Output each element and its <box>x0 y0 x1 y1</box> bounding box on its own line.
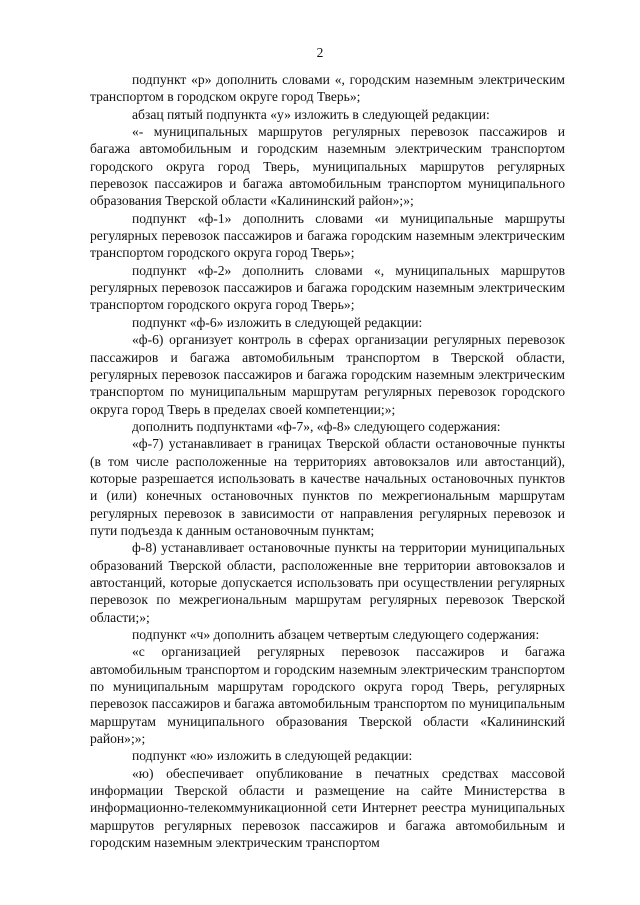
paragraph: абзац пятый подпункта «у» изложить в следующей редакции: <box>132 106 490 122</box>
page-number: 2 <box>316 45 324 60</box>
paragraph: «- муниципальных маршрутов регулярных перевозок пассажиров и багажа автомобильным и городским наземным электрическим транспортом городского округа город Тверь, муниципальных маршрутов регулярных перевозок пассажиров и багажа автомобильным транспортом муниципального образования Тверской области «Калининский район»;»; <box>90 124 565 209</box>
paragraph: подпункт «ф-1» дополнить словами «и муниципальные маршруты регулярных перевозок пассажиров и багажа городским наземным электрическим транспортом городского округа город Тверь»; <box>90 210 565 261</box>
paragraph: ф-8) устанавливает остановочные пункты на территории муниципальных образований Тверской области, расположенные вне территории автовокзалов и автостанций, которые допускается использовать при осуществлении регулярных перевозок по межрегиональным маршрутам регулярных перевозок Тверской области;»; <box>90 540 565 625</box>
document-body <box>90 71 565 851</box>
paragraph: «с организацией регулярных перевозок пассажиров и багажа автомобильным транспортом и городским наземным электрическим транспортом по муниципальным маршрутам городского округа город Тверь, регулярных перевозок пассажиров и багажа автомобильным транспортом по муниципальным маршрутам муниципального образования Тверской области «Калининский район»;»; <box>90 644 565 747</box>
paragraph: «ф-7) устанавливает в границах Тверской области остановочные пункты (в том числе расположенные на территориях автовокзалов или автостанций), которые разрешается использовать в качестве начальных остановочных пунктов и (или) конечных остановочных пунктов по межрегиональным маршрутам регулярных перевозок в зависимости от направления регулярных перевозок и пути подъезда к данным остановочным пунктам; <box>90 436 565 538</box>
paragraph: подпункт «ю» изложить в следующей редакции: <box>132 748 413 764</box>
paragraph: дополнить подпунктами «ф-7», «ф-8» следующего содержания: <box>132 418 501 434</box>
paragraph: «ф-6) организует контроль в сферах организации регулярных перевозок пассажиров и багажа автомобильным транспортом в Тверской области, регулярных перевозок пассажиров и багажа городским наземным электрическим транспортом по муниципальным маршрутам регулярных перевозок городского округа город Тверь в пределах своей компетенции;»; <box>90 332 565 417</box>
paragraph: подпункт «ч» дополнить абзацем четвертым следующего содержания: <box>132 627 540 642</box>
paragraph: подпункт «ф-6» изложить в следующей редакции: <box>132 314 423 330</box>
paragraph: подпункт «р» дополнить словами «, городским наземным электрическим транспортом в городском округе город Тверь»; <box>90 72 565 105</box>
paragraph: «ю) обеспечивает опубликование в печатных средствах массовой информации Тверской области и размещение на сайте Министерства в информационно-телекоммуникационной сети Интернет реестра муниципальных маршрутов регулярных перевозок пассажиров и багажа автомобильным и городским наземным электрическим транспортом <box>90 765 565 851</box>
paragraph: подпункт «ф-2» дополнить словами «, муниципальных маршрутов регулярных перевозок пассажиров и багажа городским наземным электрическим транспортом городского округа город Тверь»; <box>90 262 565 313</box>
